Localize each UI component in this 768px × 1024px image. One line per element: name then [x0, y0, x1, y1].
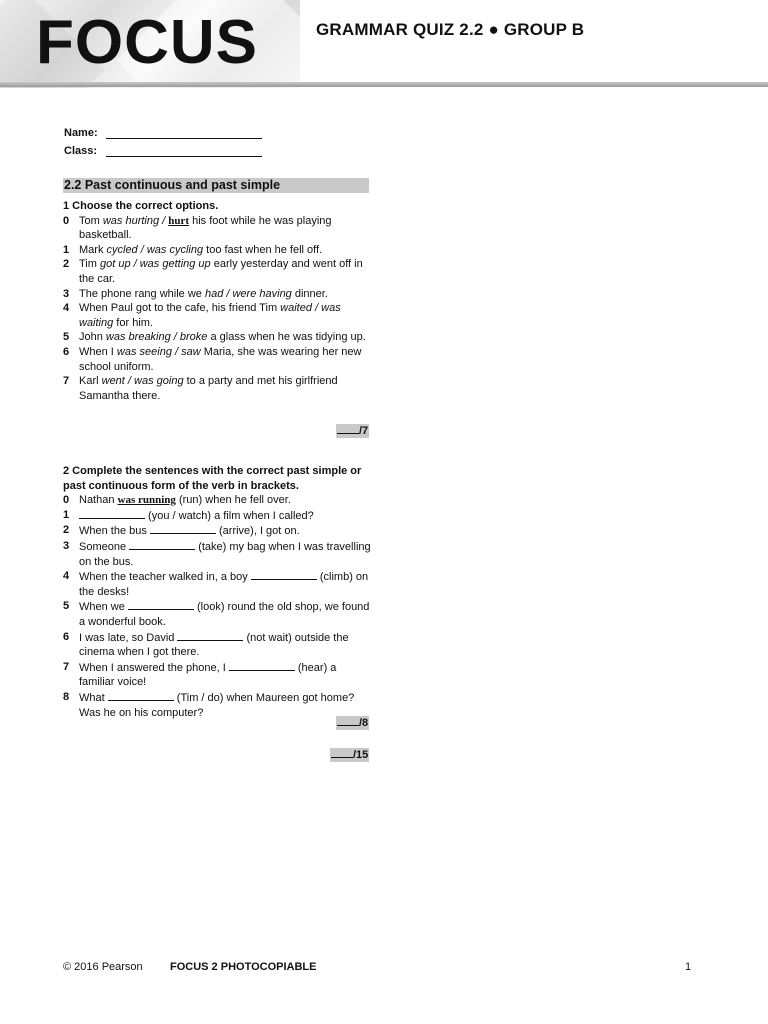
question-text: to a party and met his girlfriend Samantha there.	[79, 375, 338, 402]
question-item	[63, 287, 373, 302]
question-item	[63, 330, 373, 345]
question-text: a glass when he was tidying up.	[207, 331, 366, 344]
focus-logo: FOCUS	[36, 8, 258, 77]
name-field[interactable]	[106, 127, 262, 139]
question-text: Tom	[79, 214, 103, 227]
question-text: Someone	[79, 540, 130, 553]
class-field-row	[64, 139, 262, 157]
total-score-value: /15	[353, 749, 369, 761]
question-text: When Paul got to the cafe, his friend Tim	[79, 302, 281, 315]
question-text: (take) my bag when I was travelling on the bus.	[79, 540, 371, 568]
question-item	[63, 660, 373, 690]
option-choice[interactable]: cycled / was cycling	[106, 243, 204, 256]
task-1-score	[336, 424, 369, 438]
question-number: 2	[63, 258, 70, 271]
question-text: (run) when he fell over.	[175, 494, 291, 507]
question-number: 3	[63, 539, 70, 552]
question-item	[63, 539, 373, 569]
question-item	[63, 301, 373, 330]
example-answer: hurt	[168, 214, 190, 227]
header-divider	[0, 82, 768, 87]
question-item	[63, 599, 373, 629]
task-2-score-total: /8	[359, 717, 369, 729]
question-item	[63, 523, 373, 539]
footer-copyright: © 2016 Pearson	[63, 961, 143, 973]
question-number: 0	[63, 494, 70, 507]
name-label: Name:	[64, 127, 98, 139]
question-text: (not wait) outside the cinema when I got there.	[79, 631, 349, 659]
option-choice[interactable]: got up / was getting up	[99, 258, 211, 271]
total-score	[330, 748, 369, 762]
option-choice[interactable]: was breaking / broke	[105, 331, 208, 344]
question-text: Tim	[79, 258, 100, 271]
question-text: (you / watch) a film when I called?	[145, 509, 314, 522]
question-item	[63, 345, 373, 374]
question-text: When I answered the phone, I	[79, 661, 229, 674]
question-text: his foot while he was playing basketball.	[79, 214, 332, 242]
question-number: 1	[63, 243, 70, 256]
question-text: (hear) a familiar voice!	[79, 661, 337, 689]
question-text: Karl	[79, 375, 102, 388]
question-number: 7	[63, 660, 70, 673]
question-text: Maria, she was wearing her new school uniform.	[79, 345, 362, 373]
answer-blank[interactable]	[150, 523, 216, 534]
question-text: The phone rang while we	[79, 287, 205, 300]
question-item	[63, 493, 373, 508]
question-number: 4	[63, 302, 70, 315]
question-text: When the bus	[79, 525, 150, 538]
question-number: 1	[63, 508, 70, 521]
question-text: early yesterday and went off in the car.	[79, 258, 363, 285]
question-number: 6	[63, 345, 70, 358]
option-choice[interactable]: had / were having	[204, 287, 292, 300]
example-answer: was running	[117, 494, 176, 507]
answer-blank[interactable]	[251, 569, 317, 580]
question-number: 6	[63, 630, 70, 643]
question-item	[63, 508, 373, 524]
question-text: What	[79, 691, 108, 704]
class-field[interactable]	[106, 145, 262, 157]
answer-blank[interactable]	[177, 630, 243, 641]
class-label: Class:	[64, 145, 98, 157]
option-choice[interactable]: was seeing / saw	[116, 345, 201, 358]
quiz-title: GRAMMAR QUIZ 2.2 ● GROUP B	[316, 20, 585, 39]
question-item	[63, 374, 373, 403]
question-text: When the teacher walked in, a boy	[79, 571, 251, 584]
question-text: too fast when he fell off.	[203, 243, 323, 256]
question-number: 7	[63, 375, 70, 388]
section-title: 2.2 Past continuous and past simple	[63, 178, 369, 193]
answer-blank[interactable]	[129, 539, 195, 550]
question-number: 2	[63, 524, 70, 537]
page-number: 1	[685, 961, 692, 973]
question-number: 3	[63, 287, 70, 300]
task-1-title: 1 Choose the correct options.	[63, 200, 219, 212]
option-choice[interactable]: went / was going	[101, 375, 184, 388]
answer-blank[interactable]	[108, 690, 174, 701]
student-fields	[64, 121, 262, 157]
question-item	[63, 214, 373, 243]
score-blank[interactable]	[337, 716, 359, 726]
name-field-row	[64, 121, 262, 139]
question-text: for him.	[113, 316, 153, 329]
task-2-score	[336, 716, 369, 730]
question-item	[63, 243, 373, 258]
question-text: (Tim / do) when Maureen got home? Was he on his computer?	[79, 691, 355, 719]
option-choice[interactable]: was hurting /	[102, 214, 169, 227]
question-item	[63, 257, 373, 286]
question-text: dinner.	[291, 287, 328, 300]
question-item	[63, 569, 373, 599]
option-choice[interactable]: waited / was waiting	[79, 302, 341, 329]
question-text: I was late, so David	[79, 631, 178, 644]
question-item	[63, 630, 373, 660]
task-1-score-total: /7	[359, 425, 369, 437]
footer-photocopiable: FOCUS 2 PHOTOCOPIABLE	[170, 961, 317, 973]
question-text: (arrive), I got on.	[215, 525, 300, 538]
question-text: John	[79, 331, 106, 344]
task-2	[63, 464, 373, 720]
question-text: (climb) on the desks!	[79, 571, 369, 598]
task-1	[63, 199, 373, 403]
question-number: 0	[63, 214, 70, 227]
question-number: 8	[63, 690, 70, 703]
score-blank[interactable]	[331, 748, 353, 758]
question-text: (look) round the old shop, we found a wonderful book.	[79, 601, 370, 628]
question-item	[63, 690, 373, 720]
question-text: Nathan	[79, 494, 118, 507]
question-number: 5	[63, 331, 70, 344]
score-blank[interactable]	[337, 424, 359, 434]
answer-blank[interactable]	[229, 660, 295, 671]
task-2-items	[63, 493, 373, 720]
answer-blank[interactable]	[128, 599, 194, 610]
task-2-title: 2 Complete the sentences with the correct past simple or past continuous form of the verb in brackets.	[63, 465, 362, 492]
question-text: Mark	[79, 243, 107, 256]
question-number: 4	[63, 570, 70, 583]
task-1-items	[63, 214, 373, 404]
answer-blank[interactable]	[79, 508, 145, 519]
question-number: 5	[63, 600, 70, 613]
question-text: When we	[79, 601, 128, 614]
question-text: When I	[79, 345, 117, 358]
